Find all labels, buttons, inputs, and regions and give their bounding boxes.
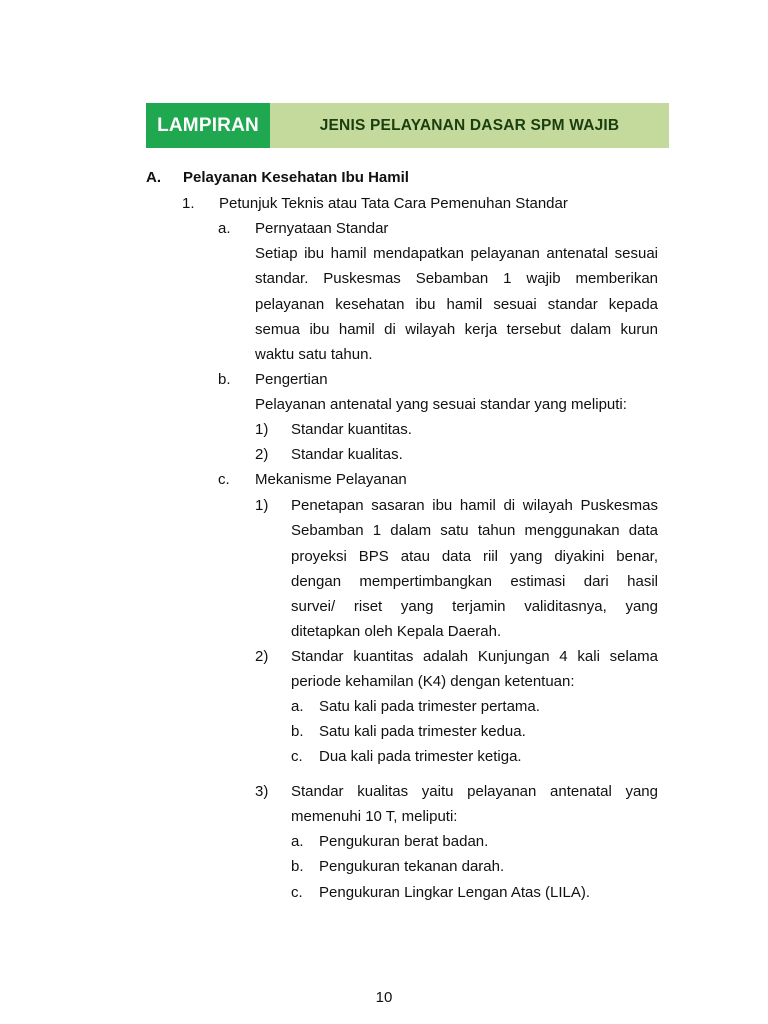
- paragraph-line: ditetapkan oleh Kepala Daerah.: [291, 623, 502, 641]
- paragraph-line: Penetapan sasaran ibu hamil di wilayah Puskesmas: [291, 497, 658, 514]
- item-1-title: Petunjuk Teknis atau Tata Cara Pemenuhan Standar: [219, 195, 568, 212]
- sub-c-marker: c.: [218, 471, 230, 488]
- appendix-title: JENIS PELAYANAN DASAR SPM WAJIB: [270, 103, 669, 148]
- list-item: Satu kali pada trimester pertama.: [319, 698, 540, 715]
- paragraph-line: Standar kuantitas adalah Kunjungan 4 kali selama: [291, 648, 658, 665]
- list-item: Satu kali pada trimester kedua.: [319, 723, 526, 740]
- sub-b-title: Pengertian: [255, 371, 328, 388]
- sub-c-title: Mekanisme Pelayanan: [255, 471, 407, 488]
- list-marker: 2): [255, 446, 269, 463]
- sub-b-marker: b.: [218, 371, 231, 388]
- list-marker: c.: [291, 748, 303, 765]
- page-number: 10: [375, 989, 393, 1006]
- list-marker: b.: [291, 858, 304, 875]
- paragraph-line: dengan mempertimbangkan estimasi dari hasil: [291, 572, 658, 590]
- paragraph-line: semua ibu hamil di wilayah kerja tersebut dalam kurun: [255, 320, 658, 338]
- paragraph-line: periode kehamilan (K4) dengan ketentuan:: [291, 673, 575, 691]
- list-marker: 1): [255, 421, 269, 438]
- list-marker: a.: [291, 833, 304, 850]
- mechanism-item-1-paragraph: [291, 493, 658, 645]
- list-marker: c.: [291, 884, 303, 901]
- paragraph-line: pelayanan kesehatan ibu hamil sesuai standar kepada: [255, 295, 658, 313]
- mechanism-item-2-paragraph: [291, 644, 658, 695]
- list-marker: a.: [291, 698, 304, 715]
- paragraph-line: Standar kualitas yaitu pelayanan antenatal yang: [291, 783, 658, 800]
- list-marker: 3): [255, 783, 269, 800]
- list-item: Pengukuran berat badan.: [319, 833, 489, 850]
- list-marker: 2): [255, 648, 269, 665]
- appendix-header: [146, 103, 669, 148]
- paragraph-line: Setiap ibu hamil mendapatkan pelayanan antenatal sesuai: [255, 245, 658, 262]
- list-item: Standar kualitas.: [291, 446, 403, 463]
- list-item: Dua kali pada trimester ketiga.: [319, 748, 522, 765]
- section-a-marker: A.: [146, 169, 161, 186]
- sub-a-title: Pernyataan Standar: [255, 220, 389, 237]
- sub-a-marker: a.: [218, 220, 231, 237]
- paragraph-line: survei/ riset yang terjamin validitasnya, yang: [291, 598, 658, 616]
- appendix-label: LAMPIRAN: [146, 103, 270, 148]
- mechanism-item-3-paragraph: [291, 779, 658, 830]
- section-a-title: Pelayanan Kesehatan Ibu Hamil: [183, 169, 409, 186]
- paragraph-line: Sebamban 1 dalam satu tahun menggunakan data: [291, 522, 658, 540]
- paragraph-line: proyeksi BPS atau data riil yang diyakini benar,: [291, 547, 658, 565]
- list-marker: 1): [255, 497, 269, 514]
- item-1-marker: 1.: [182, 195, 195, 212]
- paragraph-line: memenuhi 10 T, meliputi:: [291, 808, 458, 826]
- list-item: Standar kuantitas.: [291, 421, 412, 438]
- sub-a-paragraph: [255, 241, 658, 367]
- paragraph-line: standar. Puskesmas Sebamban 1 wajib memberikan: [255, 270, 658, 288]
- sub-b-intro: Pelayanan antenatal yang sesuai standar yang meliputi:: [255, 396, 627, 413]
- list-item: Pengukuran tekanan darah.: [319, 858, 505, 875]
- list-marker: b.: [291, 723, 304, 740]
- list-item: Pengukuran Lingkar Lengan Atas (LILA).: [319, 884, 591, 901]
- paragraph-line: waktu satu tahun.: [255, 346, 373, 364]
